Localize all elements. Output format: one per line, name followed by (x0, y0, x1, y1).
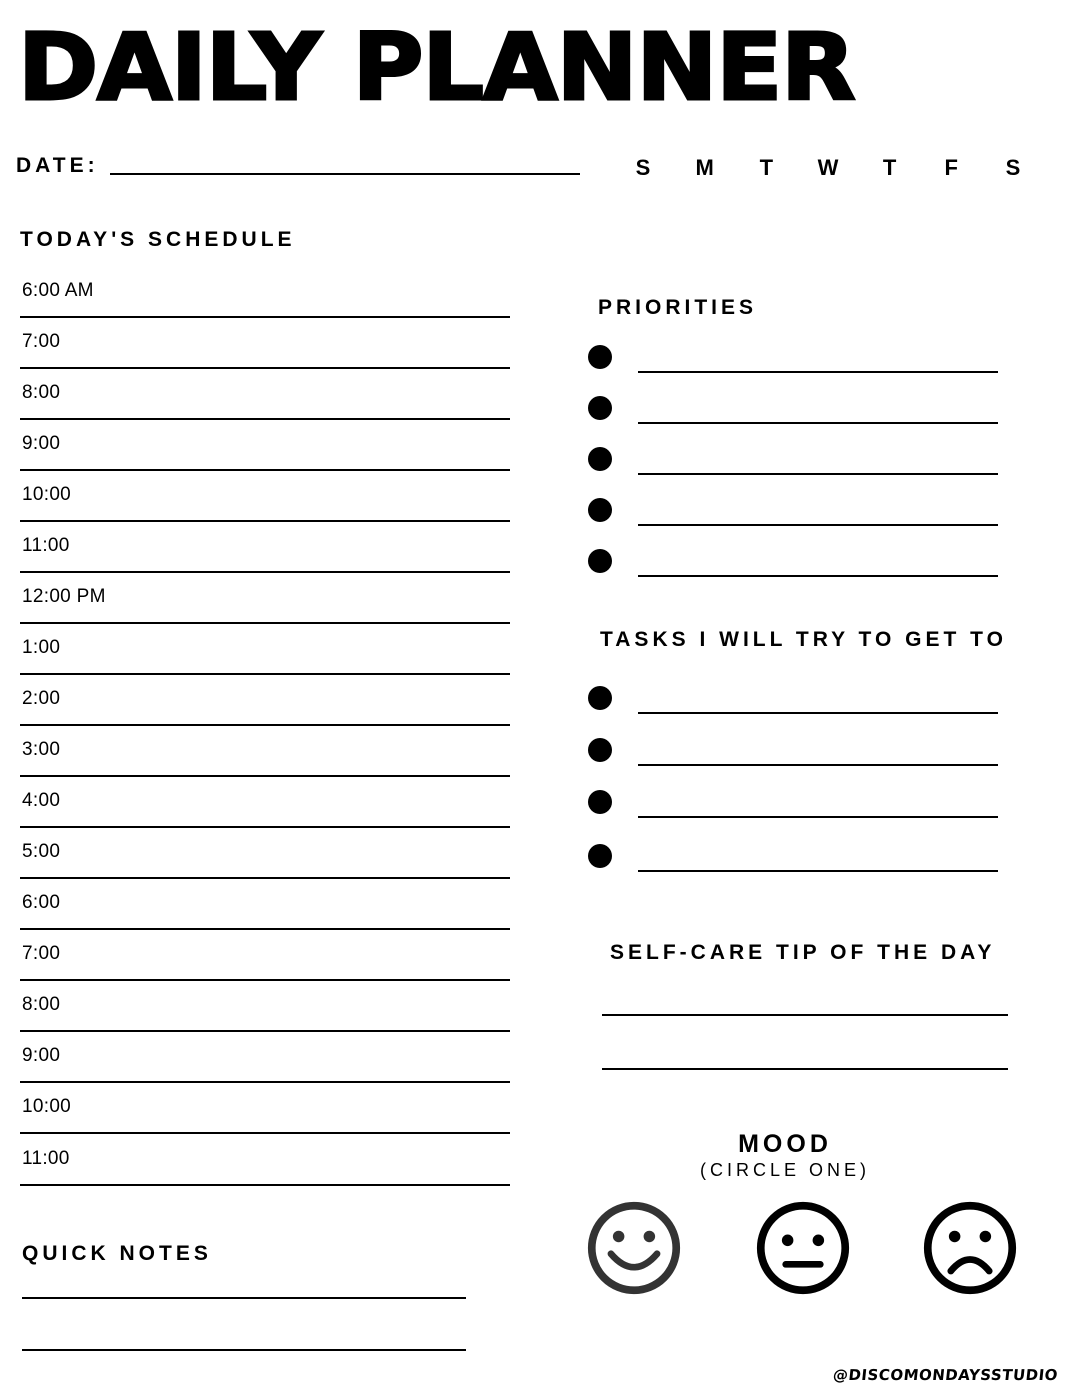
schedule-time: 8:00 (22, 382, 61, 403)
priority-line[interactable] (638, 575, 998, 577)
notes-line[interactable] (22, 1349, 466, 1351)
tasks-heading: TASKS I WILL TRY TO GET TO (600, 628, 1007, 651)
priority-line[interactable] (638, 371, 998, 373)
self-care-line[interactable] (602, 1014, 1008, 1016)
schedule-time: 8:00 (22, 994, 61, 1015)
schedule-time: 10:00 (22, 1096, 72, 1117)
schedule-time: 11:00 (22, 1148, 70, 1169)
schedule-time: 7:00 (22, 331, 61, 352)
task-line[interactable] (638, 712, 998, 714)
task-item[interactable] (588, 844, 998, 872)
schedule-time: 10:00 (22, 484, 72, 505)
schedule-time: 6:00 AM (22, 280, 94, 301)
bullet-icon (588, 447, 612, 471)
schedule-time: 11:00 (22, 535, 70, 556)
weekday-monday[interactable]: M (695, 155, 714, 180)
schedule-time: 12:00 PM (22, 586, 106, 607)
schedule-time: 6:00 (22, 892, 61, 913)
schedule-row[interactable] (20, 928, 510, 981)
frowning-face-icon[interactable] (922, 1200, 1018, 1296)
priority-line[interactable] (638, 473, 998, 475)
priority-item[interactable] (588, 345, 998, 373)
schedule-time: 4:00 (22, 790, 61, 811)
bullet-icon (588, 396, 612, 420)
schedule-time: 2:00 (22, 688, 61, 709)
schedule-row[interactable] (20, 622, 510, 675)
schedule-row[interactable] (20, 367, 510, 420)
notes-line[interactable] (22, 1297, 466, 1299)
smiling-face-icon[interactable] (586, 1200, 682, 1296)
schedule-row[interactable] (20, 469, 510, 522)
task-line[interactable] (638, 816, 998, 818)
schedule-row[interactable] (20, 775, 510, 828)
neutral-face-icon[interactable] (755, 1200, 851, 1296)
weekday-wednesday[interactable]: W (817, 155, 839, 180)
quick-notes-heading: QUICK NOTES (22, 1242, 212, 1265)
schedule-row[interactable] (20, 826, 510, 879)
mood-subheading: (CIRCLE ONE) (699, 1160, 870, 1180)
priority-item[interactable] (588, 396, 998, 424)
bullet-icon (588, 790, 612, 814)
bullet-icon (588, 844, 612, 868)
priority-line[interactable] (638, 422, 998, 424)
schedule-time: 5:00 (22, 841, 61, 862)
schedule-row[interactable] (20, 265, 510, 318)
schedule-row[interactable] (20, 979, 510, 1032)
schedule-time: 7:00 (22, 943, 61, 964)
weekday-friday[interactable]: F (944, 155, 958, 180)
task-item[interactable] (588, 738, 998, 766)
task-item[interactable] (588, 790, 998, 818)
schedule-row[interactable] (20, 571, 510, 624)
studio-watermark: @DISCOMONDAYSSTUDIO (832, 1366, 1059, 1384)
bullet-icon (588, 345, 612, 369)
schedule-row[interactable] (20, 520, 510, 573)
weekday-thursday[interactable]: T (882, 155, 897, 180)
weekday-sunday[interactable]: S (635, 155, 651, 180)
weekday-selector (628, 155, 1028, 181)
priority-item[interactable] (588, 498, 998, 526)
self-care-line[interactable] (602, 1068, 1008, 1070)
date-label: DATE: (16, 154, 99, 177)
schedule-time: 9:00 (22, 1045, 61, 1066)
schedule-time: 1:00 (22, 637, 61, 658)
task-line[interactable] (638, 870, 998, 872)
date-input-line[interactable] (110, 173, 580, 175)
mood-heading: MOOD (738, 1130, 832, 1158)
schedule-heading: TODAY'S SCHEDULE (20, 228, 296, 251)
weekday-tuesday[interactable]: T (759, 155, 774, 180)
bullet-icon (588, 549, 612, 573)
priority-item[interactable] (588, 447, 998, 475)
schedule-row[interactable] (20, 673, 510, 726)
task-item[interactable] (588, 686, 998, 714)
priority-line[interactable] (638, 524, 998, 526)
bullet-icon (588, 498, 612, 522)
schedule-time: 3:00 (22, 739, 61, 760)
priorities-heading: PRIORITIES (598, 296, 758, 319)
priority-item[interactable] (588, 549, 998, 577)
bullet-icon (588, 738, 612, 762)
weekday-saturday[interactable]: S (1005, 155, 1021, 180)
schedule-row[interactable] (20, 1133, 510, 1186)
schedule-time: 9:00 (22, 433, 61, 454)
schedule-row[interactable] (20, 316, 510, 369)
schedule-row[interactable] (20, 877, 510, 930)
bullet-icon (588, 686, 612, 710)
task-line[interactable] (638, 764, 998, 766)
schedule-row[interactable] (20, 1030, 510, 1083)
self-care-heading: SELF-CARE TIP OF THE DAY (610, 941, 996, 964)
schedule-row[interactable] (20, 724, 510, 777)
schedule-row[interactable] (20, 418, 510, 471)
schedule-row[interactable] (20, 1081, 510, 1134)
page-title: DAILY PLANNER (18, 14, 855, 121)
